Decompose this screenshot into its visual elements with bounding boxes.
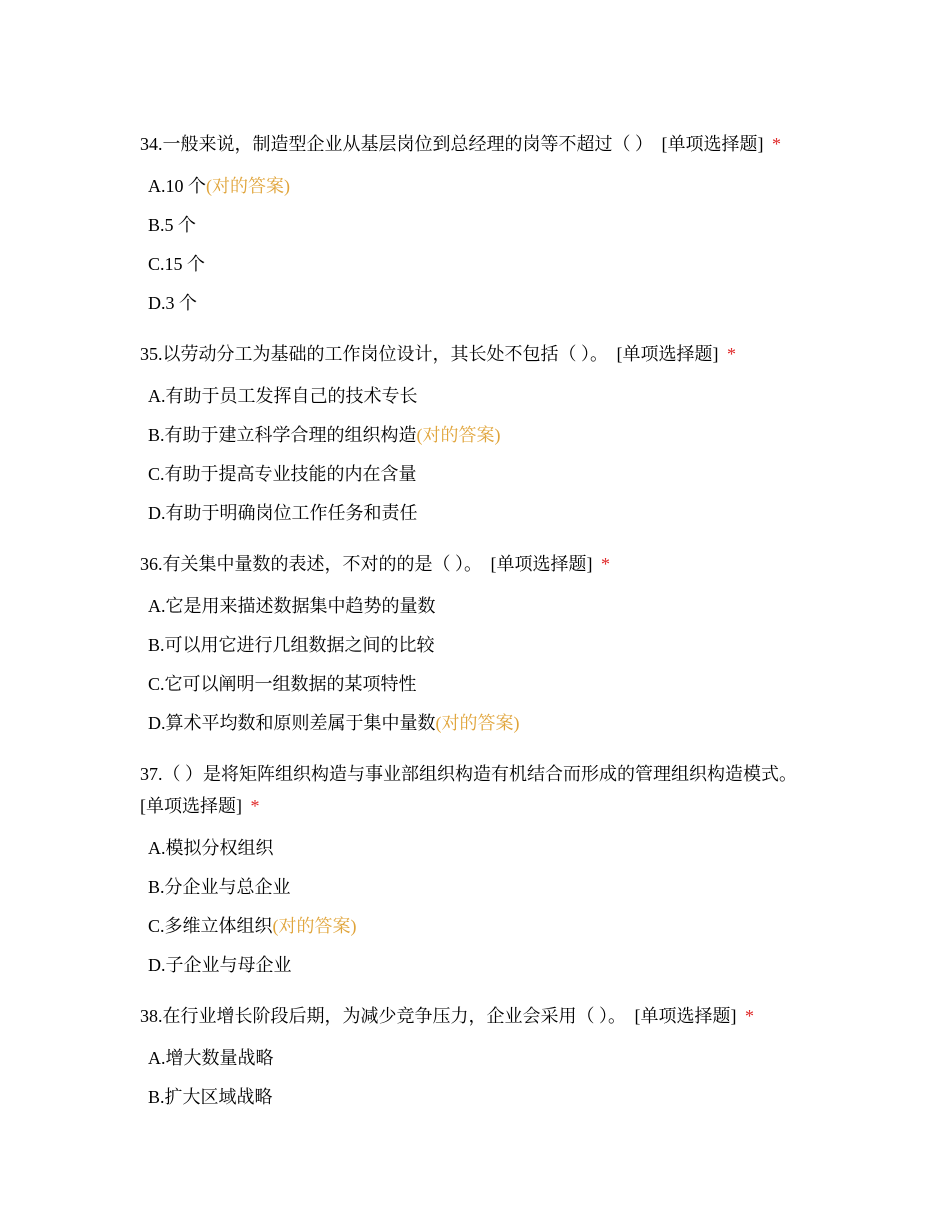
- question-type: [单项选择题]: [140, 796, 242, 816]
- option-label: D.算术平均数和原则差属于集中量数: [148, 713, 436, 733]
- option-label: A.增大数量战略: [148, 1048, 274, 1068]
- option-38-b: [148, 1085, 273, 1109]
- question-text: 36.有关集中量数的表述，不对的的是（ ）。: [140, 554, 482, 574]
- option-label: B.扩大区域战略: [148, 1087, 273, 1107]
- option-37-d: [148, 953, 292, 977]
- option-37-b: [148, 875, 291, 899]
- question-type: [单项选择题]: [490, 554, 593, 574]
- option-label: D.有助于明确岗位工作任务和责任: [148, 503, 418, 523]
- option-label: D.3 个: [148, 293, 197, 313]
- question-text: 37.（ ）是将矩阵组织构造与事业部组织构造有机结合而形成的管理组织构造模式。: [140, 764, 797, 784]
- question-type: [单项选择题]: [661, 134, 764, 154]
- question-title-35: [140, 342, 736, 366]
- question-title-34: [140, 132, 781, 156]
- correct-answer-tag: (对的答案): [416, 425, 501, 445]
- option-label: C.15 个: [148, 254, 206, 274]
- required-star: *: [601, 554, 610, 574]
- question-text: 34.一般来说，制造型企业从基层岗位到总经理的岗等不超过（ ）: [140, 134, 653, 154]
- option-label: B.可以用它进行几组数据之间的比较: [148, 635, 435, 655]
- option-35-d: [148, 501, 418, 525]
- option-37-c: [148, 914, 357, 938]
- option-34-b: [148, 213, 196, 237]
- option-label: B.有助于建立科学合理的组织构造: [148, 425, 417, 445]
- required-star: *: [772, 134, 781, 154]
- question-text: 35.以劳动分工为基础的工作岗位设计，其长处不包括（ ）。: [140, 344, 608, 364]
- option-36-d: [148, 711, 520, 735]
- question-title-36: [140, 552, 610, 576]
- option-36-c: [148, 672, 417, 696]
- option-label: C.有助于提高专业技能的内在含量: [148, 464, 417, 484]
- option-37-a: [148, 836, 274, 860]
- required-star: *: [250, 796, 260, 816]
- question-title-37: [140, 758, 830, 822]
- option-34-d: [148, 291, 197, 315]
- correct-answer-tag: (对的答案): [206, 176, 290, 196]
- option-34-a: [148, 174, 290, 198]
- required-star: *: [727, 344, 736, 364]
- option-label: C.多维立体组织: [148, 916, 273, 936]
- required-star: *: [745, 1006, 754, 1026]
- option-label: A.模拟分权组织: [148, 838, 274, 858]
- correct-answer-tag: (对的答案): [435, 713, 520, 733]
- option-35-a: [148, 384, 418, 408]
- option-38-a: [148, 1046, 274, 1070]
- option-label: D.子企业与母企业: [148, 955, 292, 975]
- option-label: B.分企业与总企业: [148, 877, 291, 897]
- option-36-b: [148, 633, 435, 657]
- option-36-a: [148, 594, 436, 618]
- question-type: [单项选择题]: [616, 344, 719, 364]
- question-text: 38.在行业增长阶段后期，为减少竞争压力，企业会采用（ ）。: [140, 1006, 626, 1026]
- option-label: A.它是用来描述数据集中趋势的量数: [148, 596, 436, 616]
- correct-answer-tag: (对的答案): [272, 916, 357, 936]
- option-label: A.有助于员工发挥自己的技术专长: [148, 386, 418, 406]
- question-title-38: [140, 1004, 754, 1028]
- option-34-c: [148, 252, 205, 276]
- question-type: [单项选择题]: [634, 1006, 737, 1026]
- option-label: C.它可以阐明一组数据的某项特性: [148, 674, 417, 694]
- option-label: A.10 个: [148, 176, 206, 196]
- option-35-c: [148, 462, 417, 486]
- option-label: B.5 个: [148, 215, 197, 235]
- option-35-b: [148, 423, 501, 447]
